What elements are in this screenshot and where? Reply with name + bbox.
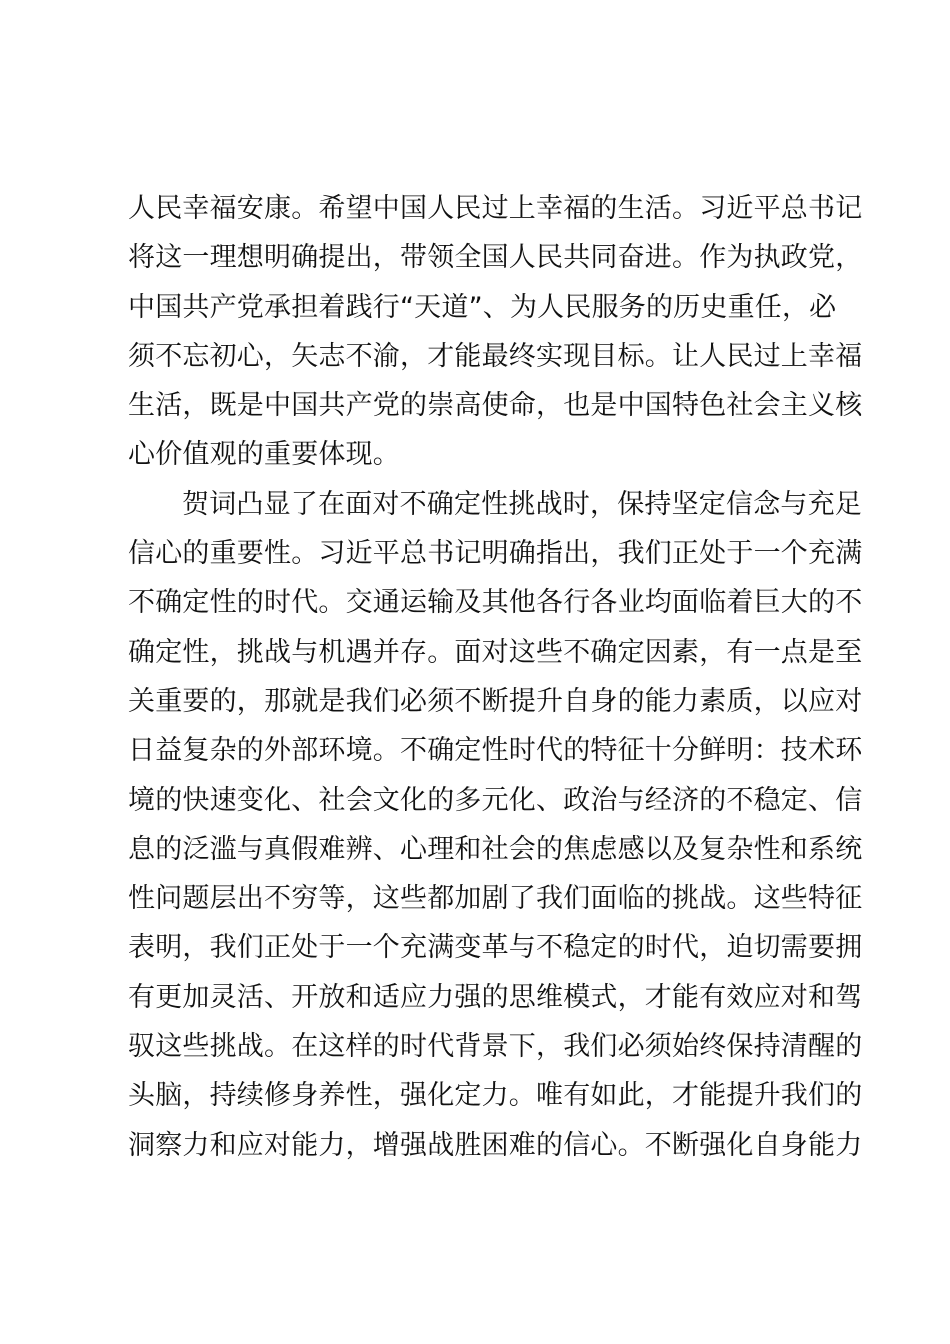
text-line: 境的快速变化、社会文化的多元化、政治与经济的不稳定、信 <box>128 784 863 816</box>
text-line: 须不忘初心，矢志不渝，才能最终实现目标。让人民过上幸福 <box>128 340 863 372</box>
text-line: 关重要的，那就是我们必须不断提升自身的能力素质，以应对 <box>128 685 863 717</box>
text-line: 确定性，挑战与机遇并存。面对这些不确定因素，有一点是至 <box>128 636 863 668</box>
text-line: 将这一理想明确提出，带领全国人民共同奋进。作为执政党， <box>128 242 863 274</box>
text-line: 头脑，持续修身养性，强化定力。唯有如此，才能提升我们的 <box>128 1080 863 1112</box>
text-line: 心价值观的重要体现。 <box>128 439 400 471</box>
text-line: 驭这些挑战。在这样的时代背景下，我们必须始终保持清醒的 <box>128 1031 863 1063</box>
text-line: 信心的重要性。习近平总书记明确指出，我们正处于一个充满 <box>128 538 863 570</box>
text-line: 息的泛滥与真假难辨、心理和社会的焦虑感以及复杂性和系统 <box>128 833 863 865</box>
text-line: 不确定性的时代。交通运输及其他各行各业均面临着巨大的不 <box>128 587 863 619</box>
text-line: 日益复杂的外部环境。不确定性时代的特征十分鲜明：技术环 <box>128 735 863 767</box>
paragraph-first-line: 贺词凸显了在面对不确定性挑战时，保持坚定信念与充足 <box>182 488 862 520</box>
text-line: 表明，我们正处于一个充满变革与不稳定的时代，迫切需要拥 <box>128 932 863 964</box>
body-text <box>128 184 863 1170</box>
text-line: 性问题层出不穷等，这些都加剧了我们面临的挑战。这些特征 <box>128 883 863 915</box>
text-line: 中国共产党承担着践行“天道”、为人民服务的历史重任，必 <box>128 291 837 323</box>
text-line: 人民幸福安康。希望中国人民过上幸福的生活。习近平总书记 <box>128 193 863 224</box>
text-line: 有更加灵活、开放和适应力强的思维模式，才能有效应对和驾 <box>128 981 863 1013</box>
text-line: 生活，既是中国共产党的崇高使命，也是中国特色社会主义核 <box>128 390 863 422</box>
text-line: 洞察力和应对能力，增强战胜困难的信心。不断强化自身能力 <box>128 1129 863 1161</box>
